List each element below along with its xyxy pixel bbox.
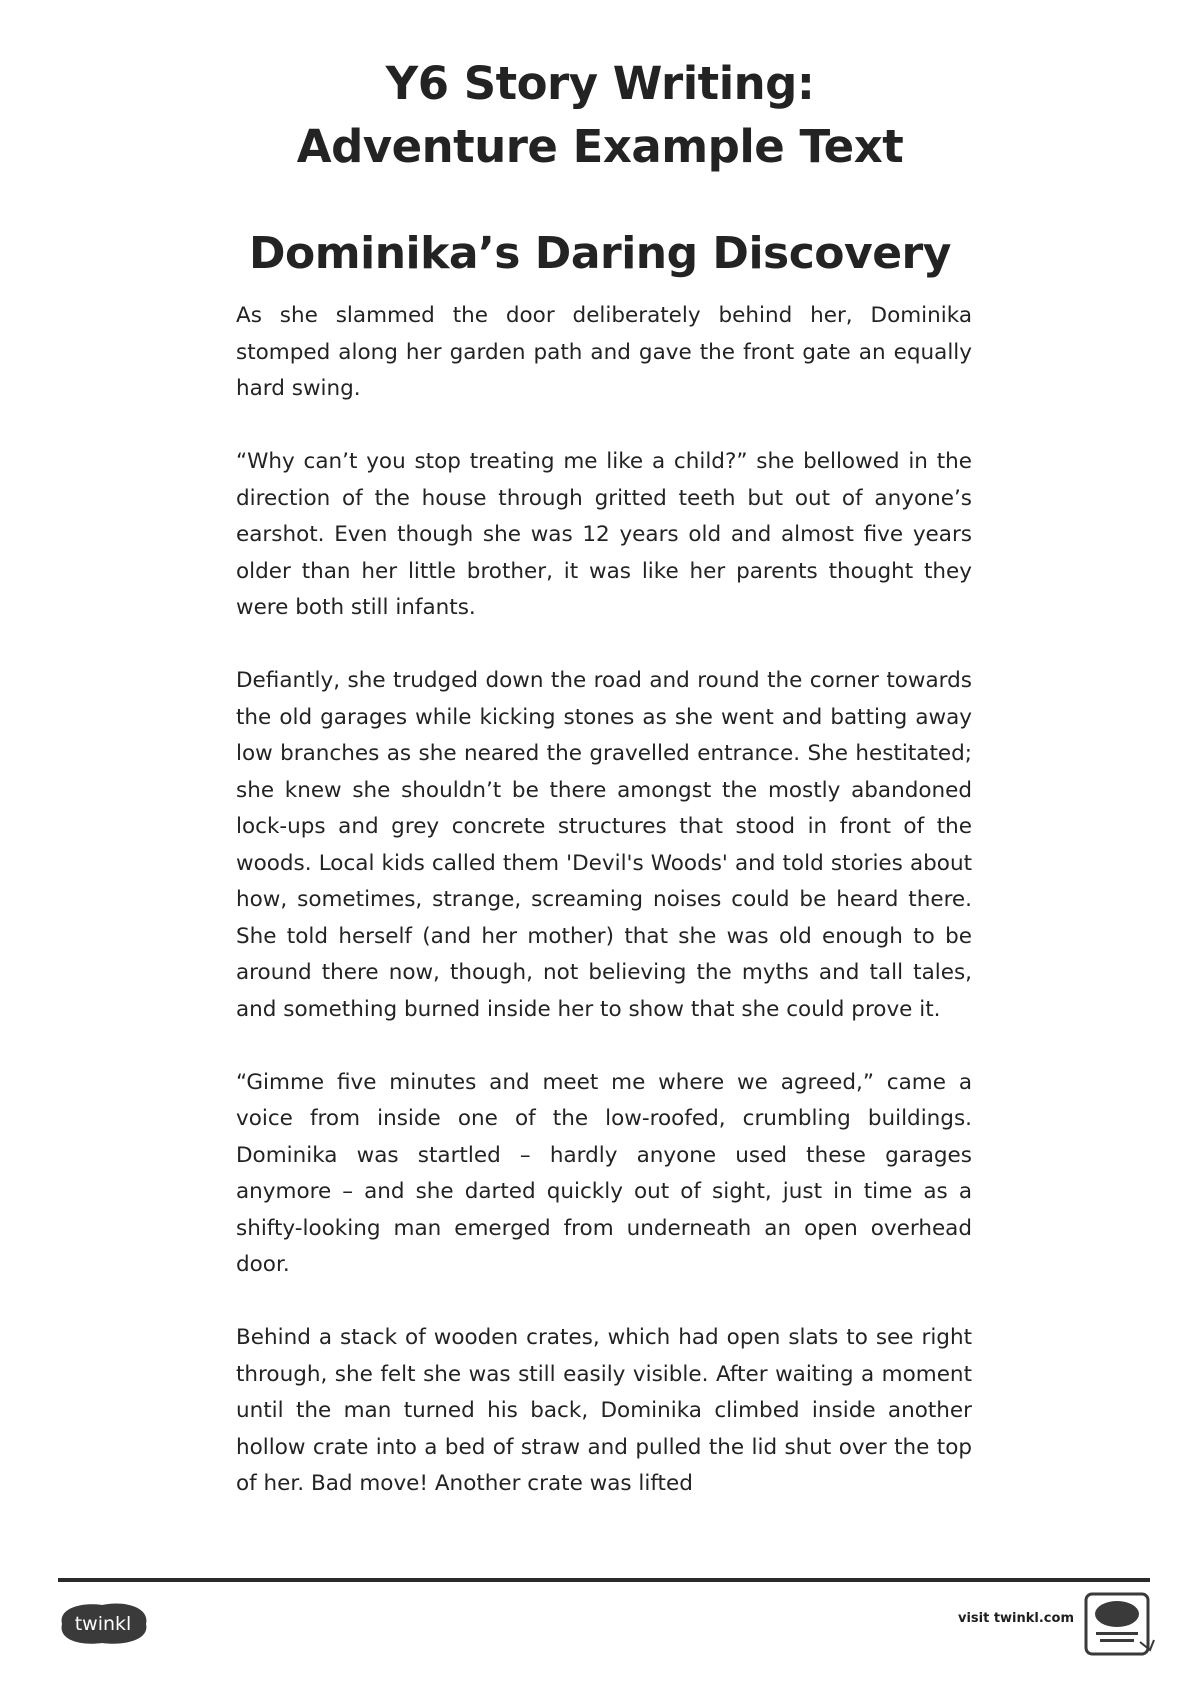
story-paragraph: As she slammed the door deliberately behind her, Dominika stomped along her garden path and gave the front gate an equally hard swing. bbox=[236, 303, 972, 401]
title-line-1: Y6 Story Writing: bbox=[385, 57, 815, 110]
story-paragraph: “Why can’t you stop treating me like a child?” she bellowed in the direction of the house through gritted teeth but out of anyone’s earshot. Even though she was 12 years old and almost five years older than her little brother, it was like her parents thought they were both still infants. bbox=[236, 449, 972, 620]
footer-divider bbox=[58, 1578, 1150, 1582]
story-paragraph: “Gimme five minutes and meet me where we agreed,” came a voice from inside one of the low-roofed, crumbling buildings. Dominika was startled – hardly anyone used these garages anymore – and she darted quickly out of sight, just in time as a shifty-looking man emerged from underneath an open overhead door. bbox=[236, 1069, 972, 1277]
logo-text: twinkl bbox=[74, 1613, 132, 1635]
story-paragraph: Behind a stack of wooden crates, which had open slats to see right through, she felt she was still easily visible. After waiting a moment until the man turned his back, Dominika climbed inside another hollow crate into a bed of straw and pulled the lid shut over the top of her. Bad move! Another crate was lifted bbox=[236, 1325, 972, 1496]
story-body bbox=[236, 298, 972, 1539]
visit-website-text: visit twinkl.com bbox=[957, 1611, 1074, 1626]
quality-standard-badge-icon bbox=[1084, 1592, 1156, 1658]
story-title: Dominika’s Daring Discovery bbox=[249, 228, 951, 279]
page-title bbox=[0, 52, 1200, 178]
twinkl-logo bbox=[54, 1598, 152, 1648]
title-line-2: Adventure Example Text bbox=[296, 120, 904, 173]
story-paragraph: Defiantly, she trudged down the road and round the corner towards the old garages while kicking stones as she went and batting away low branches as she neared the gravelled entrance. She hestitated; she knew she shouldn’t be there amongst the mostly abandoned lock-ups and grey concrete structures that stood in front of the woods. Local kids called them 'Devil's Woods' and told stories about how, sometimes, strange, screaming noises could be heard there. She told herself (and her mother) that she was old enough to be around there now, though, not believing the myths and tall tales, and something burned inside her to show that she could prove it. bbox=[236, 668, 972, 1022]
